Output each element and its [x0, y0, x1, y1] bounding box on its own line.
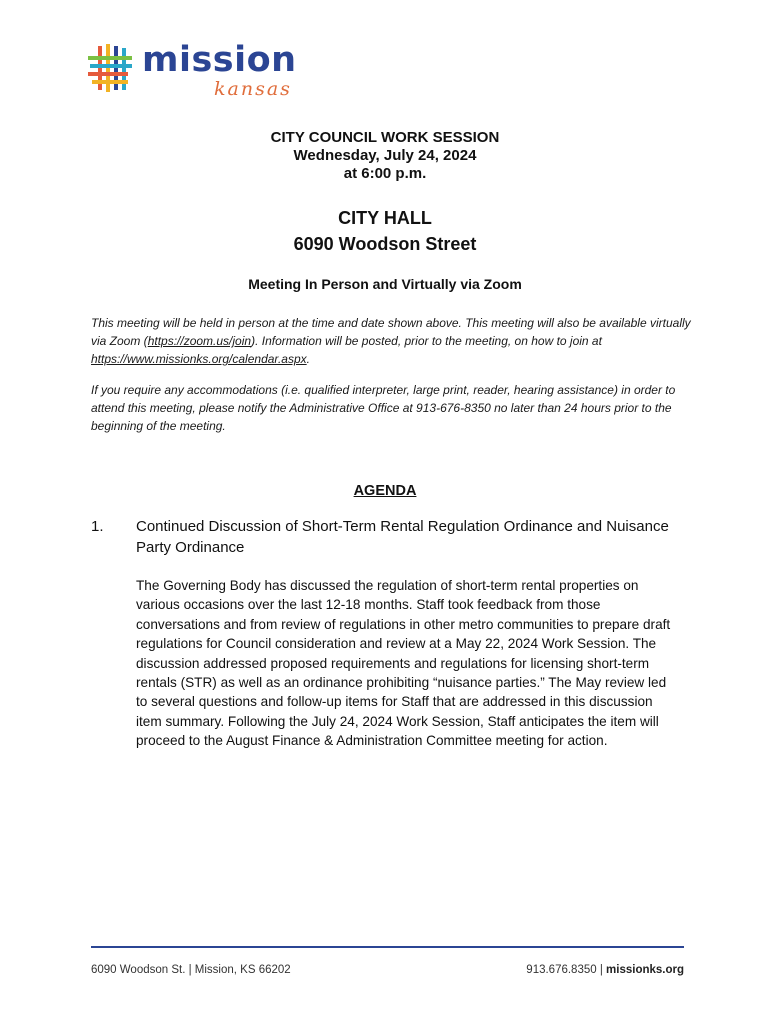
notice-paragraph-accommodations: If you require any accommodations (i.e. qualified interpreter, large print, reader, hearing assistance) in order to attend this meeting, please notify the Administrative Office at 913-676-8350 no later than 24 hours prior to the beginning of the meeting. — [91, 383, 676, 433]
footer-site: missionks.org — [606, 964, 684, 976]
venue-name: CITY HALL — [338, 208, 432, 228]
agenda-item-number: 1. — [91, 518, 104, 535]
footer-phone: 913.676.8350 | — [526, 964, 607, 976]
logo-wordmark: mission — [142, 40, 297, 80]
session-time: at 6:00 p.m. — [343, 165, 427, 182]
mission-kansas-logo — [88, 42, 298, 106]
meeting-mode: Meeting In Person and Virtually via Zoom — [248, 276, 522, 292]
logo-script: kansas — [214, 78, 292, 100]
session-header — [0, 129, 770, 183]
agenda-heading: AGENDA — [353, 483, 417, 499]
venue-block — [0, 205, 770, 257]
zoom-link[interactable]: https://zoom.us/join — [147, 334, 252, 348]
agenda-item-title: Continued Discussion of Short-Term Rental Regulation Ordinance and Nuisance Party Ordinance — [136, 518, 669, 556]
mission-grid-icon — [88, 44, 138, 96]
calendar-link[interactable]: https://www.missionks.org/calendar.aspx — [91, 352, 307, 366]
footer-address: 6090 Woodson St. | Mission, KS 66202 — [91, 964, 291, 976]
venue-address: 6090 Woodson Street — [293, 234, 477, 254]
notice-paragraph-zoom — [91, 314, 691, 368]
notice-text: ). Information will be posted, prior to the meeting, on how to join at — [251, 334, 602, 348]
notice-text: . — [306, 352, 310, 366]
notice-text: This meeting will be held in person at the time and date shown above. This meeting will also be available virtually via Zoom ( — [91, 316, 691, 348]
footer-divider — [91, 946, 684, 948]
session-date: Wednesday, July 24, 2024 — [293, 147, 477, 164]
agenda-item-body: The Governing Body has discussed the regulation of short-term rental properties on various occasions over the last 12-18 months. Staff took feedback from those conversations and from review of regulations in other metro communities to prepare draft regulations for Council consideration and review at a May 22, 2024 Work Session. The discussion addressed proposed requirements and regulations for licensing short-term rentals (STR) as well as an ordinance prohibiting “nuisance parties.” The May review led to several questions and follow-up items for Staff that are addressed in this discussion item summary. Following the July 24, 2024 Work Session, Staff anticipates the item will proceed to the August Finance & Administration Committee meeting for action. — [136, 578, 671, 749]
session-title: CITY COUNCIL WORK SESSION — [270, 129, 500, 146]
footer-contact — [526, 962, 684, 978]
